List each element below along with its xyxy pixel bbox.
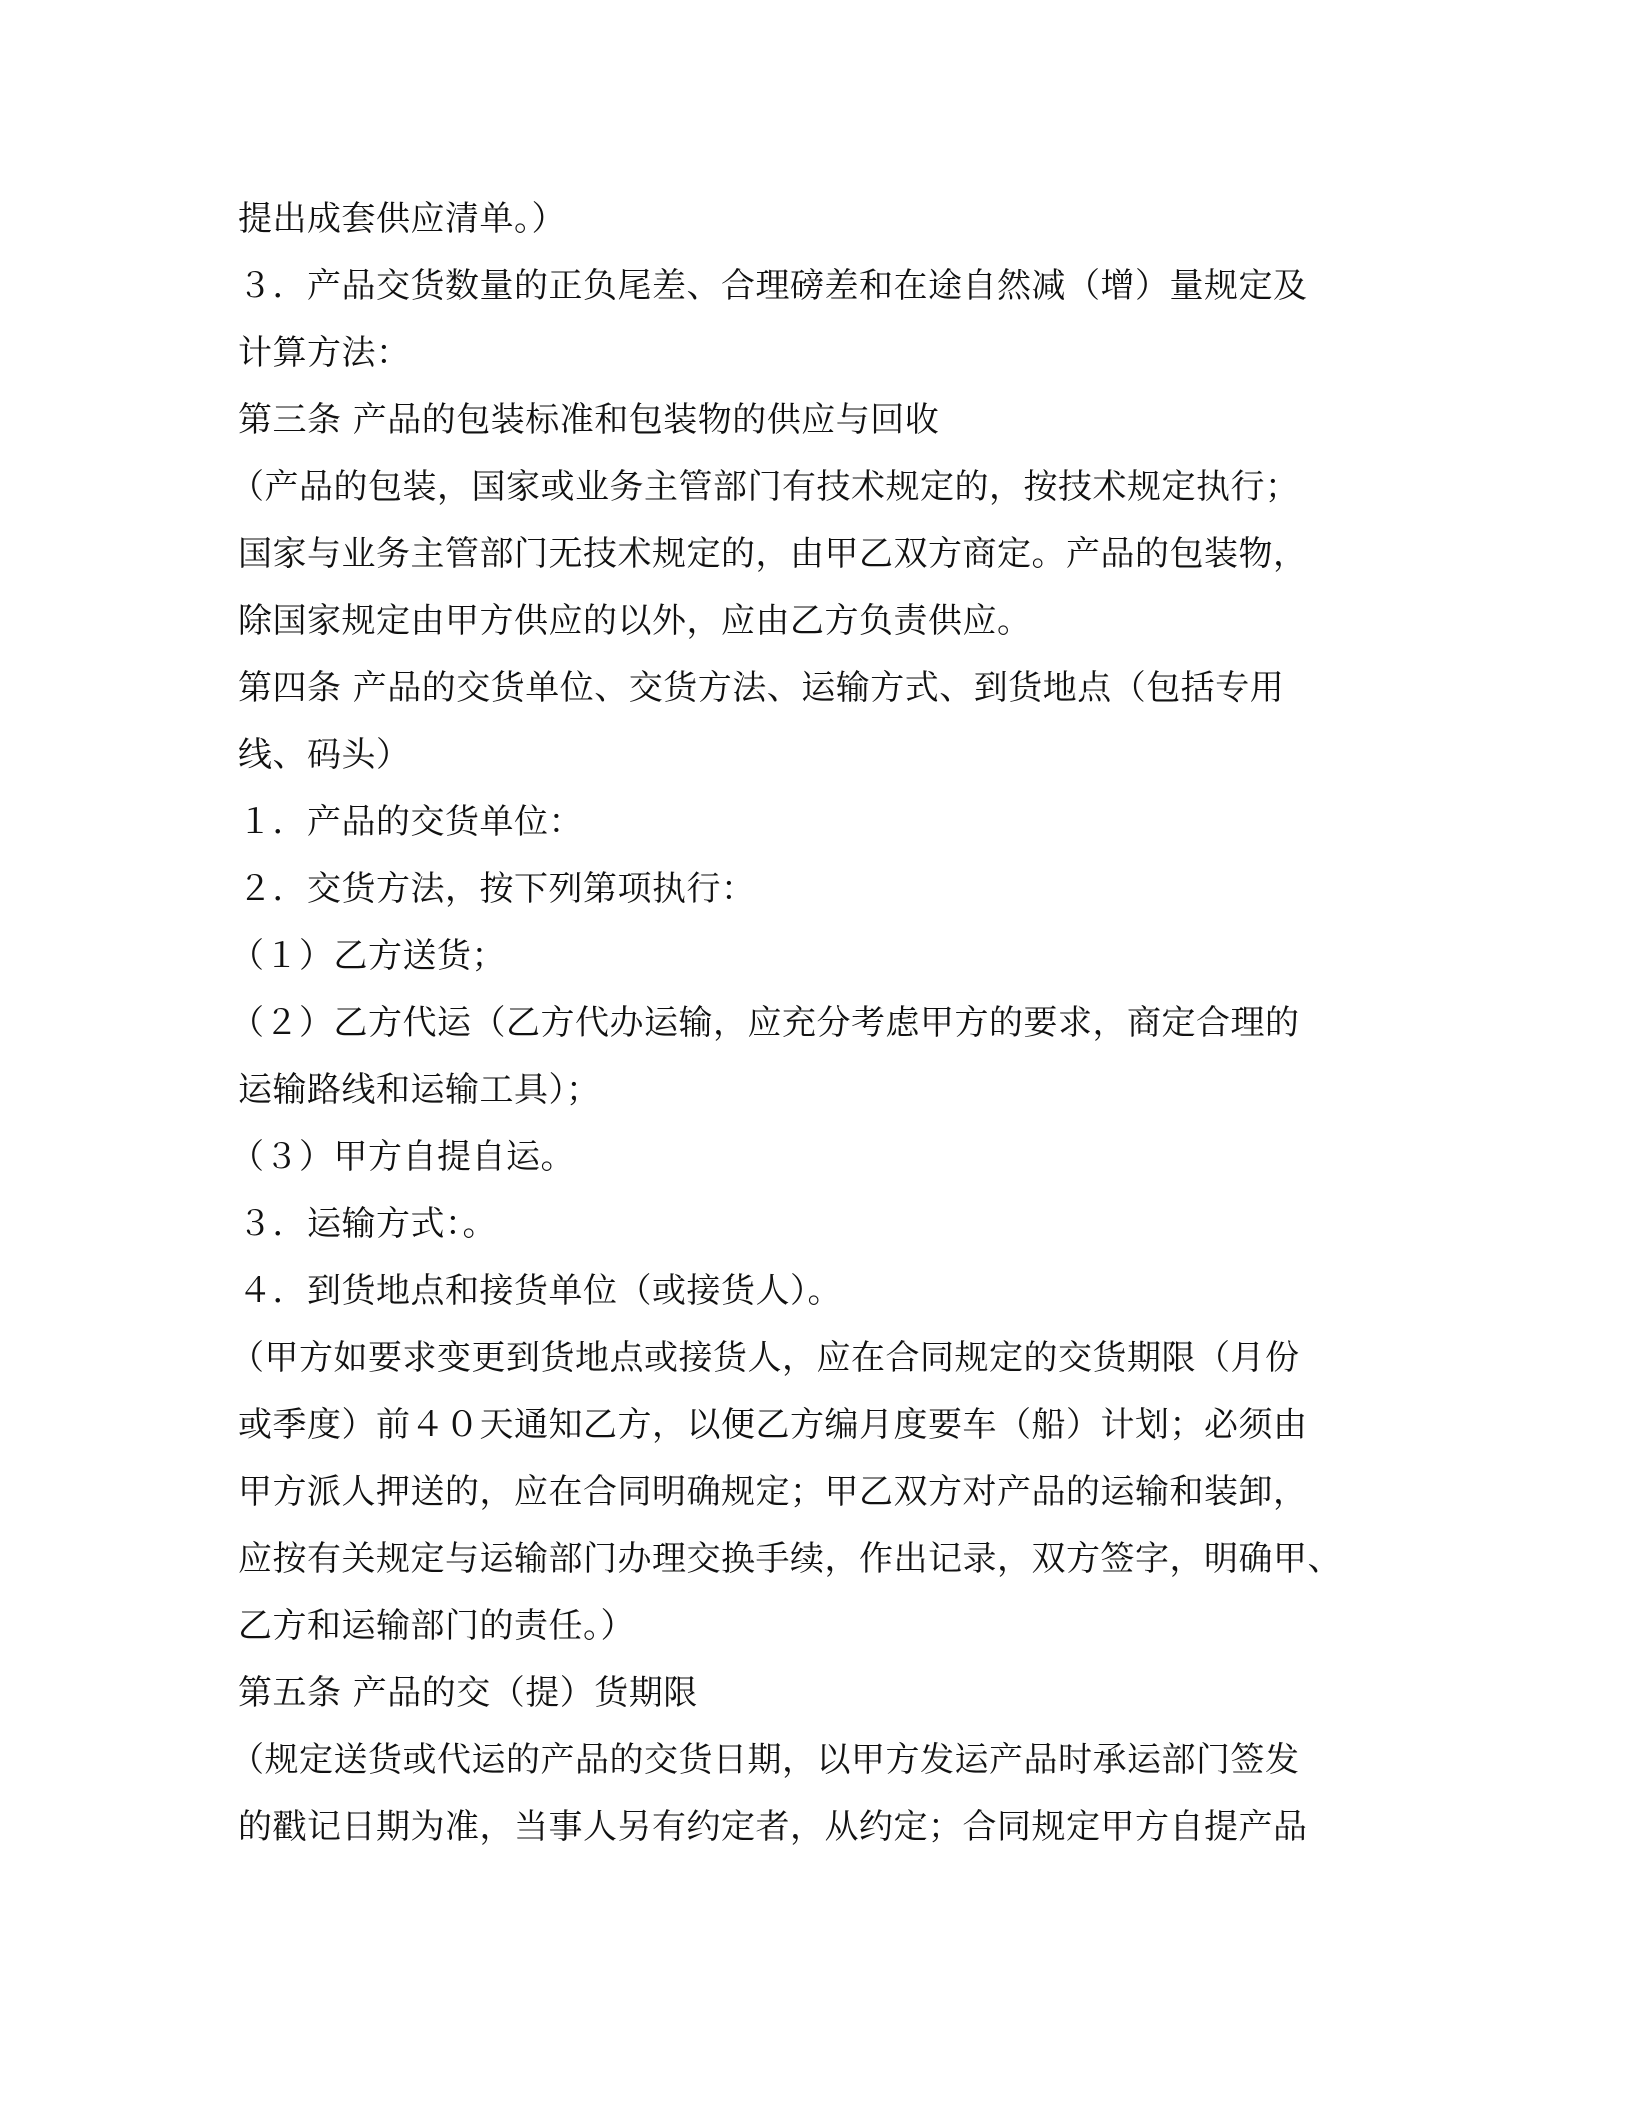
text-line: ３．运输方式：。 — [238, 1204, 497, 1244]
text-line: 乙方和运输部门的责任。） — [238, 1606, 635, 1646]
text-line: 或季度）前４０天通知乙方，以便乙方编月度要车（船）计划；必须由 — [238, 1405, 1308, 1445]
text-line: 运输路线和运输工具）； — [238, 1070, 601, 1110]
text-line: 国家与业务主管部门无技术规定的，由甲乙双方商定。产品的包装物， — [238, 534, 1308, 574]
text-line: 线、码头） — [238, 735, 411, 775]
contract-text — [230, 186, 1398, 1861]
text-line: （产品的包装，国家或业务主管部门有技术规定的，按技术规定执行； — [230, 467, 1300, 507]
text-line: 计算方法： — [238, 333, 411, 373]
text-line: （甲方如要求变更到货地点或接货人，应在合同规定的交货期限（月份 — [230, 1338, 1300, 1378]
text-line: 提出成套供应清单。） — [238, 199, 566, 239]
text-line: （规定送货或代运的产品的交货日期，以甲方发运产品时承运部门签发 — [230, 1740, 1300, 1780]
text-line: 除国家规定由甲方供应的以外，应由乙方负责供应。 — [238, 601, 1032, 641]
section-heading: 第五条 产品的交（提）货期限 — [238, 1673, 698, 1713]
text-line: 的戳记日期为准，当事人另有约定者，从约定；合同规定甲方自提产品 — [238, 1807, 1308, 1847]
text-line: 应按有关规定与运输部门办理交换手续，作出记录，双方签字，明确甲、 — [238, 1539, 1342, 1579]
text-line: （２）乙方代运（乙方代办运输，应充分考虑甲方的要求，商定合理的 — [230, 1003, 1300, 1043]
text-line: ２．交货方法，按下列第项执行： — [238, 869, 756, 909]
text-line: （３）甲方自提自运。 — [230, 1137, 575, 1177]
text-line: ３．产品交货数量的正负尾差、合理磅差和在途自然减（增）量规定及 — [238, 266, 1308, 306]
section-heading: 第三条 产品的包装标准和包装物的供应与回收 — [238, 400, 940, 440]
text-line: １．产品的交货单位： — [238, 802, 583, 842]
text-line: 甲方派人押送的，应在合同明确规定；甲乙双方对产品的运输和装卸， — [238, 1472, 1308, 1512]
section-heading: 第四条 产品的交货单位、交货方法、运输方式、到货地点（包括专用 — [238, 668, 1285, 708]
text-line: ４．到货地点和接货单位（或接货人）。 — [238, 1271, 842, 1311]
text-line: （１）乙方送货； — [230, 936, 506, 976]
